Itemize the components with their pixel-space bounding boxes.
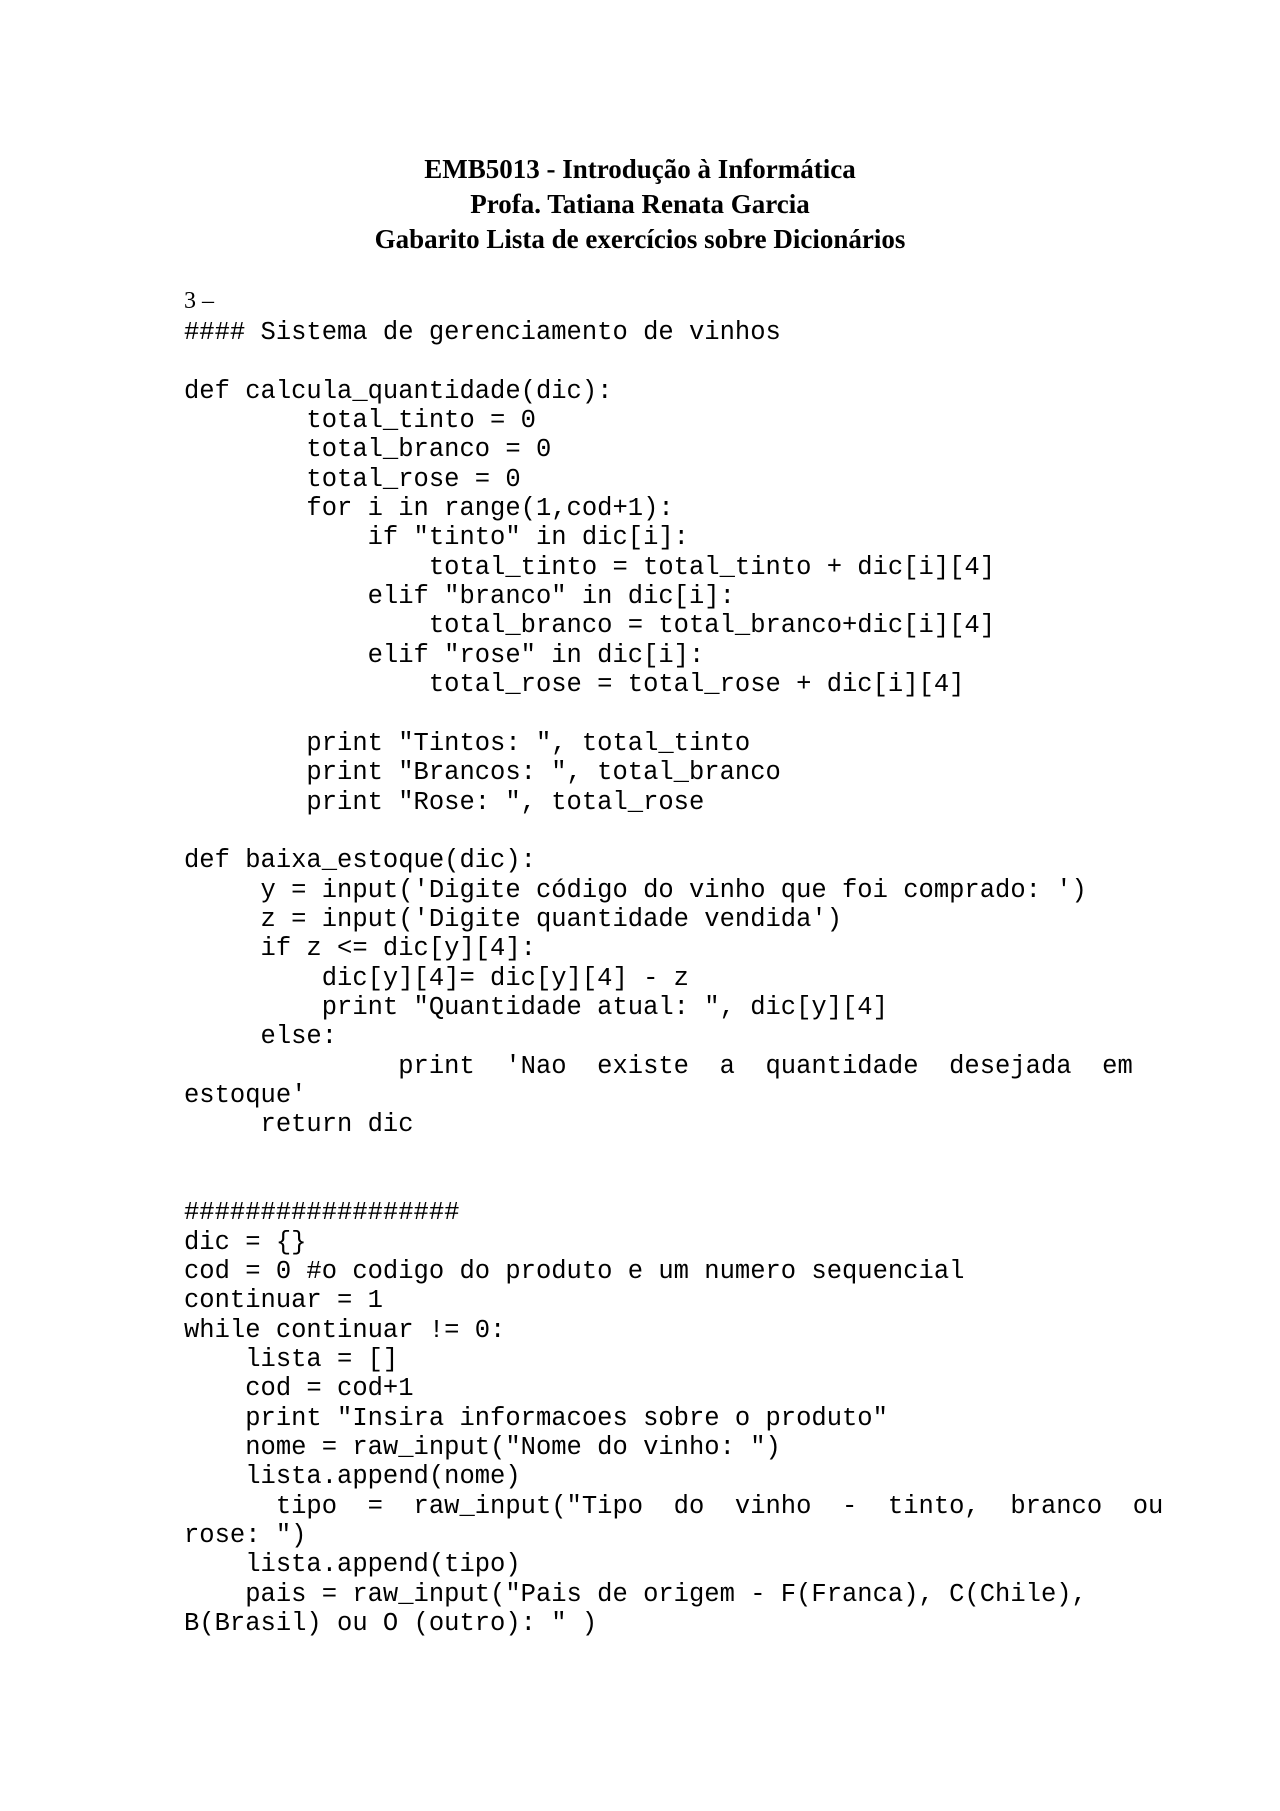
code-line: ################## bbox=[184, 1198, 460, 1228]
code-line: nome = raw_input("Nome do vinho: ") bbox=[184, 1433, 781, 1463]
code-line: elif "branco" in dic[i]: bbox=[184, 582, 735, 612]
code-line: dic[y][4]= dic[y][4] - z bbox=[184, 963, 689, 993]
code-line: print "Rose: ", total_rose bbox=[184, 787, 705, 817]
code-line: def calcula_quantidade(dic): bbox=[184, 376, 613, 406]
code-line: cod = cod+1 bbox=[184, 1374, 414, 1404]
professor-name: Profa. Tatiana Renata Garcia bbox=[470, 189, 810, 219]
code-line: total_branco = total_branco+dic[i][4] bbox=[184, 611, 996, 641]
code-line: cod = 0 #o codigo do produto e um numero sequencial bbox=[184, 1257, 965, 1286]
question-number: 3 – bbox=[184, 288, 214, 314]
document-header bbox=[0, 152, 1280, 257]
code-line: total_tinto = total_tinto + dic[i][4] bbox=[184, 552, 996, 582]
code-line: while continuar != 0: bbox=[184, 1315, 506, 1345]
code-line: def baixa_estoque(dic): bbox=[184, 846, 536, 876]
code-line: lista = [] bbox=[184, 1345, 399, 1375]
code-line: total_rose = 0 bbox=[184, 464, 521, 494]
code-line: #### Sistema de gerenciamento de vinhos bbox=[184, 318, 781, 347]
code-line: print "Insira informacoes sobre o produto" bbox=[184, 1403, 888, 1433]
code-line: elif "rose" in dic[i]: bbox=[184, 640, 705, 670]
code-line: rose: ") bbox=[184, 1521, 307, 1551]
code-line: if "tinto" in dic[i]: bbox=[184, 523, 689, 553]
code-line: lista.append(tipo) bbox=[184, 1550, 521, 1580]
code-line bbox=[184, 1169, 1163, 1198]
code-line bbox=[184, 817, 1163, 846]
code-line bbox=[184, 347, 1163, 376]
code-line: z = input('Digite quantidade vendida') bbox=[184, 904, 843, 934]
code-line: else: bbox=[184, 1022, 338, 1052]
code-line: return dic bbox=[184, 1110, 414, 1140]
code-line: continuar = 1 bbox=[184, 1286, 383, 1316]
course-title: EMB5013 - Introdução à Informática bbox=[424, 154, 856, 184]
document-title: Gabarito Lista de exercícios sobre Dicionários bbox=[374, 224, 906, 254]
code-line: total_tinto = 0 bbox=[184, 406, 536, 436]
code-line bbox=[184, 1140, 1163, 1169]
code-line: y = input('Digite código do vinho que foi comprado: ') bbox=[184, 875, 1087, 905]
code-line: B(Brasil) ou O (outro): " ) bbox=[184, 1609, 598, 1639]
code-line: total_rose = total_rose + dic[i][4] bbox=[184, 670, 965, 700]
code-line bbox=[184, 699, 1163, 728]
code-line: tipo = raw_input("Tipo do vinho - tinto, branco ou bbox=[184, 1491, 1164, 1521]
code-line: lista.append(nome) bbox=[184, 1462, 521, 1492]
code-line: dic = {} bbox=[184, 1227, 307, 1257]
code-line: print 'Nao existe a quantidade desejada em bbox=[184, 1051, 1133, 1081]
code-line: print "Quantidade atual: ", dic[y][4] bbox=[184, 992, 888, 1022]
code-line: if z <= dic[y][4]: bbox=[184, 934, 536, 964]
code-line: for i in range(1,cod+1): bbox=[184, 494, 674, 524]
code-line: print "Tintos: ", total_tinto bbox=[184, 728, 751, 758]
code-line: total_branco = 0 bbox=[184, 435, 552, 465]
code-line: print "Brancos: ", total_branco bbox=[184, 758, 781, 788]
code-line: pais = raw_input("Pais de origem - F(Franca), C(Chile), bbox=[184, 1579, 1087, 1609]
code-block bbox=[184, 318, 1163, 1638]
code-line: estoque' bbox=[184, 1080, 307, 1110]
